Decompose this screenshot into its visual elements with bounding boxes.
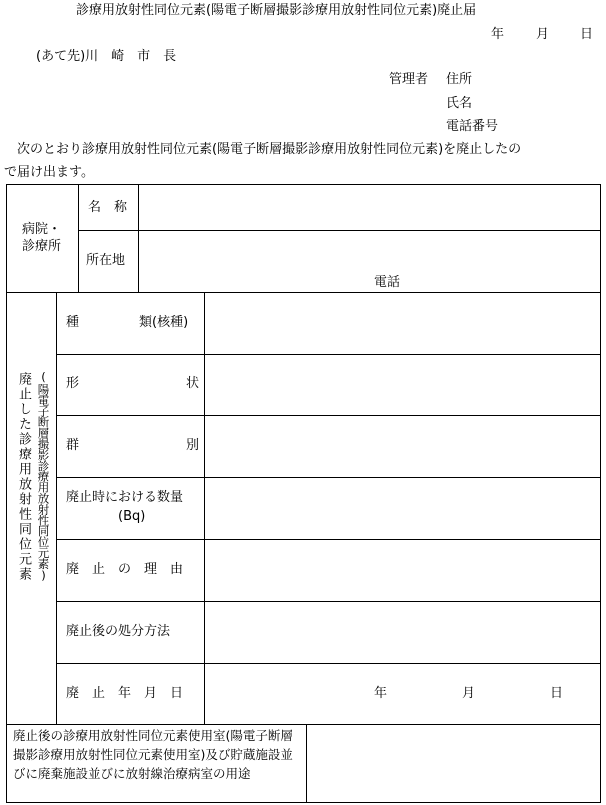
hospital-phone-label: 電話 — [374, 275, 401, 290]
manager-name-label: 氏名 — [446, 96, 473, 111]
row-date-label: 廃 止 年 月 日 — [66, 686, 184, 701]
intro-line-1: 次のとおり診療用放射性同位元素(陽電子断層撮影診療用放射性同位元素)を廃止したの — [4, 142, 522, 157]
hospital-name-label: 名 称 — [88, 200, 128, 215]
manager-address-label: 住所 — [446, 72, 473, 87]
isotope-divider-1 — [56, 292, 57, 724]
hospital-section-label-2: 診療所 — [22, 239, 62, 254]
isotope-row-line-2 — [56, 415, 601, 416]
manager-phone-label: 電話番号 — [446, 119, 499, 134]
row-date-month: 月 — [462, 686, 476, 701]
row-date-day: 日 — [550, 686, 564, 701]
hospital-divider-2 — [138, 184, 139, 292]
row-form-label-a: 形 — [66, 376, 80, 391]
usage-label: 廃止後の診療用放射性同位元素使用室(陽電子断層撮影診療用放射性同位元素使用室)及び貯蔵施設並びに廃棄施設並びに放射線治療病室の用途 — [13, 728, 293, 781]
hospital-location-label: 所在地 — [86, 253, 126, 268]
isotope-divider-2 — [204, 292, 205, 724]
manager-label: 管理者 — [389, 72, 429, 87]
header-date-year: 年 — [491, 27, 505, 42]
isotope-row-line-3 — [56, 477, 601, 478]
isotope-row-line-1 — [56, 354, 601, 355]
row-quantity-label-1: 廃止時における数量 — [66, 490, 184, 505]
row-group-label-a: 群 — [66, 438, 80, 453]
isotope-row-line-6 — [56, 663, 601, 664]
intro-line-2: で届け出ます。 — [4, 165, 94, 180]
table-border-right — [600, 184, 601, 803]
isotope-row-line-4 — [56, 539, 601, 540]
hospital-section-label-1: 病院・ — [22, 222, 62, 237]
isotope-bottom-line — [6, 724, 601, 725]
row-type-label-a: 種 — [66, 315, 80, 330]
usage-divider — [306, 724, 307, 803]
header-date-month: 月 — [536, 27, 550, 42]
hospital-row-divider — [78, 230, 601, 231]
row-disposal-label: 廃止後の処分方法 — [66, 624, 171, 639]
hospital-bottom-line — [6, 292, 601, 293]
isotope-section-sublabel: (陽電子断層撮影診療用放射性同位元素) — [36, 370, 51, 583]
isotope-section-label: 廃止した診療用放射性同位元素 — [16, 372, 31, 582]
isotope-row-line-5 — [56, 601, 601, 602]
row-quantity-label-2: (Bq) — [118, 509, 146, 524]
row-reason-label: 廃 止 の 理 由 — [66, 562, 184, 577]
table-border-top — [6, 184, 601, 185]
addressee: (あて先)川 崎 市 長 — [36, 49, 177, 64]
header-date-day: 日 — [580, 27, 594, 42]
table-border-left — [6, 184, 7, 803]
table-border-bottom — [6, 802, 601, 803]
row-date-year: 年 — [374, 686, 388, 701]
row-form-label-b: 状 — [186, 376, 200, 391]
row-group-label-b: 別 — [186, 438, 200, 453]
row-type-label-b: 類(核種) — [139, 315, 189, 330]
hospital-divider-1 — [78, 184, 79, 292]
form-title: 診療用放射性同位元素(陽電子断層撮影診療用放射性同位元素)廃止届 — [76, 3, 477, 18]
